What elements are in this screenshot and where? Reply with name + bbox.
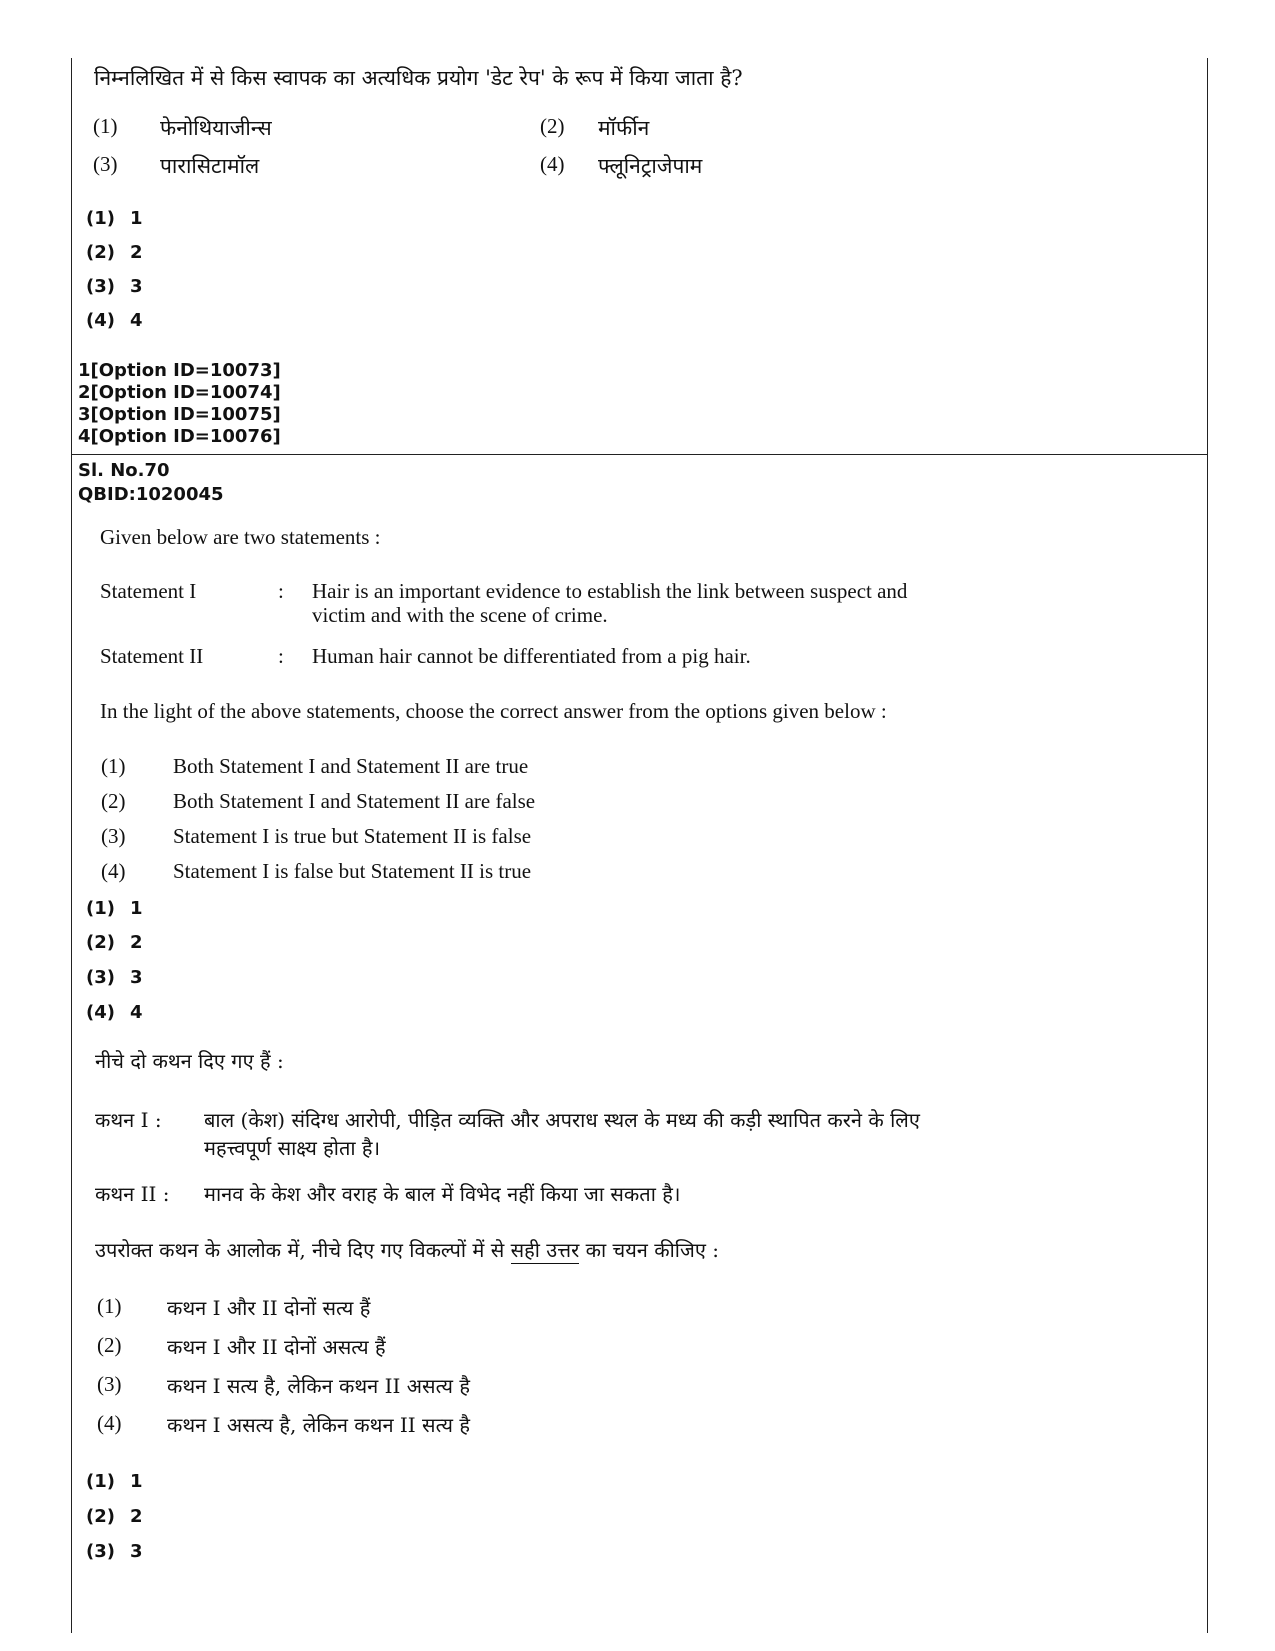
answer-value: 2 bbox=[130, 1506, 143, 1527]
q69-answer-choice-4[interactable] bbox=[86, 310, 143, 331]
answer-number: (2) bbox=[86, 1506, 115, 1527]
q70-statement-1-label: Statement I bbox=[100, 579, 197, 603]
answer-value: 2 bbox=[130, 242, 143, 263]
q70-hi-answer-choice-2[interactable] bbox=[86, 1506, 143, 1527]
q70-answer-choice-2[interactable] bbox=[86, 932, 143, 953]
option-number: (4) bbox=[540, 152, 565, 176]
q69-answer-choice-2[interactable] bbox=[86, 242, 143, 263]
q70-option-en-2-text: Both Statement I and Statement II are false bbox=[173, 789, 536, 813]
answer-value: 3 bbox=[130, 1541, 143, 1562]
q69-answer-choice-1[interactable] bbox=[86, 208, 143, 229]
answer-value: 1 bbox=[130, 898, 143, 919]
q70-statement-hi-1-label: कथन I : bbox=[95, 1108, 162, 1132]
q70-option-hi-4-text: कथन I असत्य है, लेकिन कथन II सत्य है bbox=[167, 1413, 470, 1437]
q70-statement-hi-2-label: कथन II : bbox=[95, 1182, 170, 1206]
q69-option-3-text: पारासिटामॉल bbox=[160, 154, 260, 178]
question-divider bbox=[71, 454, 1207, 455]
answer-number: (3) bbox=[86, 276, 115, 297]
answer-number: (3) bbox=[86, 1541, 115, 1562]
q70-statement-2-colon: : bbox=[278, 644, 284, 668]
q70-statement-2-label: Statement II bbox=[100, 644, 204, 668]
q69-option-id-1: 1[Option ID=10073] bbox=[78, 360, 281, 381]
q70-answer-choice-4[interactable] bbox=[86, 1002, 143, 1023]
q70-option-en-4-text: Statement I is false but Statement II is true bbox=[173, 859, 532, 883]
q70-option-en-2-num: (2) bbox=[101, 789, 126, 813]
q69-option-1-text: फेनोथियाजीन्स bbox=[160, 116, 272, 140]
q70-intro-en: Given below are two statements : bbox=[100, 525, 381, 549]
q69-option-4 bbox=[540, 152, 565, 177]
answer-number: (3) bbox=[86, 967, 115, 988]
page-border-left bbox=[71, 58, 72, 1633]
q70-option-hi-3-num: (3) bbox=[97, 1372, 122, 1396]
q70-statement-hi-2-line1: मानव के केश और वराह के बाल में विभेद नहीं किया जा सकता है। bbox=[204, 1182, 681, 1206]
q69-answer-choice-3[interactable] bbox=[86, 276, 143, 297]
q70-option-hi-2-text: कथन I और II दोनों असत्य हैं bbox=[167, 1335, 386, 1359]
answer-number: (4) bbox=[86, 1002, 115, 1023]
q69-option-1 bbox=[93, 114, 118, 139]
q69-option-2-text: मॉर्फीन bbox=[598, 116, 650, 140]
q70-prompt-en: In the light of the above statements, choose the correct answer from the options given below : bbox=[100, 699, 887, 723]
answer-number: (1) bbox=[86, 208, 115, 229]
q70-intro-hi: नीचे दो कथन दिए गए हैं : bbox=[95, 1049, 284, 1073]
answer-value: 1 bbox=[130, 208, 143, 229]
q70-option-hi-1-text: कथन I और II दोनों सत्य हैं bbox=[167, 1296, 371, 1320]
answer-value: 3 bbox=[130, 967, 143, 988]
q70-hi-answer-choice-1[interactable] bbox=[86, 1471, 143, 1492]
prompt-hi-pre: उपरोक्त कथन के आलोक में, नीचे दिए गए विकल्पों में से bbox=[95, 1238, 511, 1262]
prompt-hi-post: का चयन कीजिए : bbox=[579, 1238, 719, 1262]
q70-answer-choice-1[interactable] bbox=[86, 898, 143, 919]
q70-statement-1-line1: Hair is an important evidence to establish the link between suspect and bbox=[312, 579, 908, 603]
page-border-right bbox=[1207, 58, 1208, 1633]
option-number: (3) bbox=[93, 152, 118, 176]
prompt-hi-underlined: सही उत्तर bbox=[510, 1238, 580, 1262]
answer-number: (1) bbox=[86, 898, 115, 919]
q70-option-hi-1-num: (1) bbox=[97, 1294, 122, 1318]
q70-statement-1-colon: : bbox=[278, 579, 284, 603]
q70-option-hi-4-num: (4) bbox=[97, 1411, 122, 1435]
q70-option-hi-3-text: कथन I सत्य है, लेकिन कथन II असत्य है bbox=[167, 1374, 470, 1398]
answer-value: 3 bbox=[130, 276, 143, 297]
q69-option-2 bbox=[540, 114, 565, 139]
q70-statement-2-line1: Human hair cannot be differentiated from a pig hair. bbox=[312, 644, 751, 668]
q70-option-en-3-num: (3) bbox=[101, 824, 126, 848]
answer-value: 1 bbox=[130, 1471, 143, 1492]
q69-option-3 bbox=[93, 152, 118, 177]
q70-option-en-4-num: (4) bbox=[101, 859, 126, 883]
q70-qbid: QBID:1020045 bbox=[78, 484, 224, 505]
answer-value: 4 bbox=[130, 1002, 143, 1023]
q70-option-en-1-num: (1) bbox=[101, 754, 126, 778]
answer-number: (2) bbox=[86, 242, 115, 263]
q70-answer-choice-3[interactable] bbox=[86, 967, 143, 988]
q70-option-en-1-text: Both Statement I and Statement II are true bbox=[173, 754, 529, 778]
q70-prompt-hi bbox=[95, 1236, 719, 1263]
q69-option-id-4: 4[Option ID=10076] bbox=[78, 426, 281, 447]
q70-option-hi-2-num: (2) bbox=[97, 1333, 122, 1357]
q70-option-en-3-text: Statement I is true but Statement II is false bbox=[173, 824, 532, 848]
option-number: (2) bbox=[540, 114, 565, 138]
answer-number: (1) bbox=[86, 1471, 115, 1492]
q69-option-4-text: फ्लूनिट्राजेपाम bbox=[598, 154, 703, 178]
q70-hi-answer-choice-3[interactable] bbox=[86, 1541, 143, 1562]
q69-option-id-2: 2[Option ID=10074] bbox=[78, 382, 281, 403]
q69-option-id-3: 3[Option ID=10075] bbox=[78, 404, 281, 425]
answer-value: 4 bbox=[130, 310, 143, 331]
q70-statement-hi-1-line1: बाल (केश) संदिग्ध आरोपी, पीड़ित व्यक्ति और अपराध स्थल के मध्य की कड़ी स्थापित करने के लिए bbox=[204, 1108, 920, 1132]
answer-number: (4) bbox=[86, 310, 115, 331]
answer-value: 2 bbox=[130, 932, 143, 953]
answer-number: (2) bbox=[86, 932, 115, 953]
q70-statement-1-line2: victim and with the scene of crime. bbox=[312, 603, 608, 627]
q70-serial-number: Sl. No.70 bbox=[78, 460, 170, 481]
option-number: (1) bbox=[93, 114, 118, 138]
q70-statement-hi-1-line2: महत्त्वपूर्ण साक्ष्य होता है। bbox=[204, 1136, 381, 1160]
q69-question-text: निम्नलिखित में से किस स्वापक का अत्यधिक प्रयोग 'डेट रेप' के रूप में किया जाता है? bbox=[94, 66, 743, 90]
